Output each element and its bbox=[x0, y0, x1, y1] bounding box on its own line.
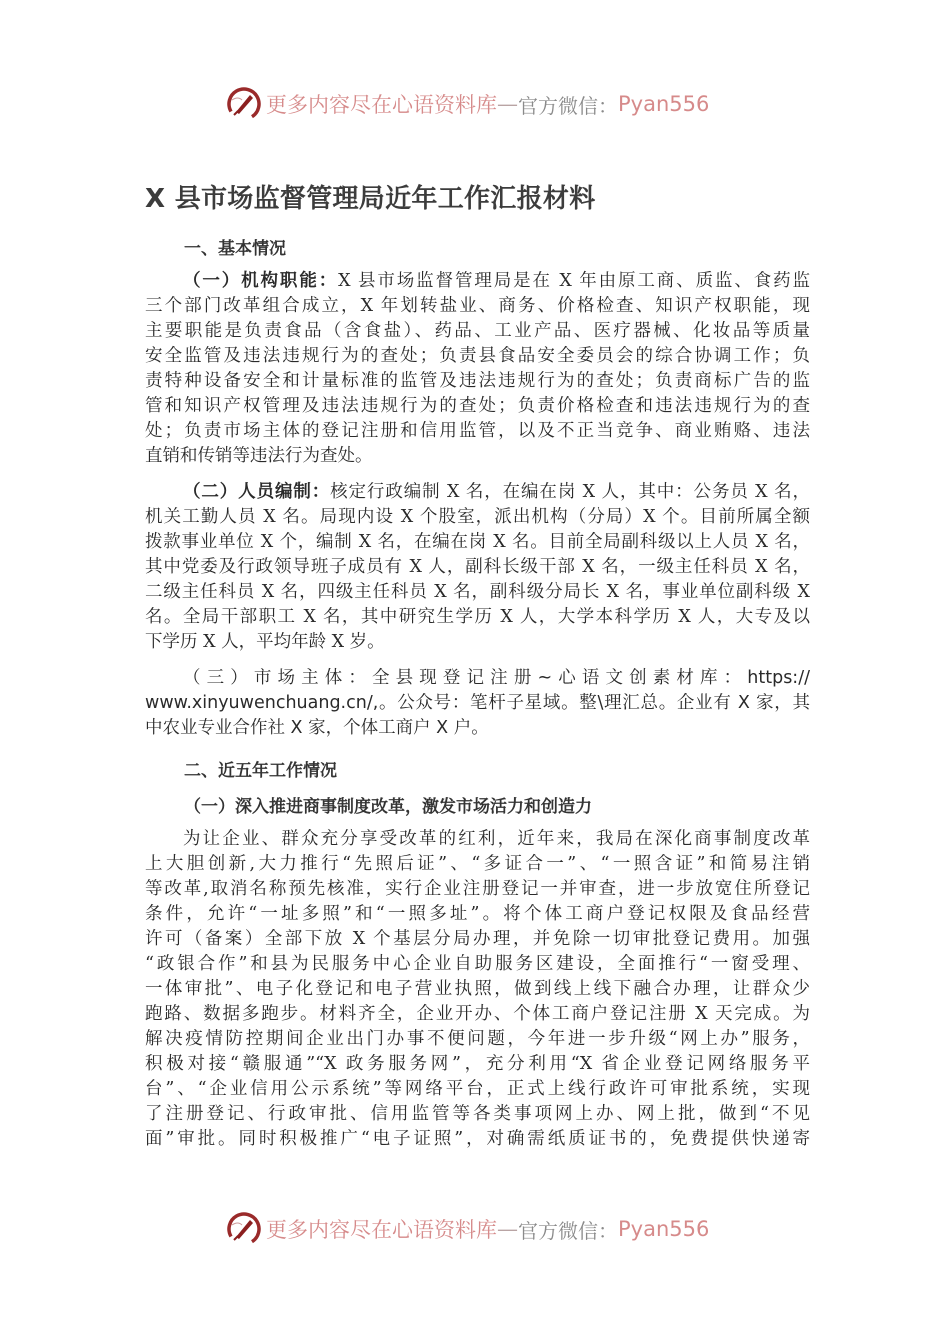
quill-pen-logo-icon bbox=[226, 1211, 262, 1247]
section-heading-basic-info: 一、基本情况 bbox=[184, 239, 286, 259]
paragraph-line: 处；负责市场主体的登记注册和信用监管，以及不正当竞争、商业贿赂、违法 bbox=[145, 421, 810, 441]
paragraph-line: 三个部门改革组合成立，X 年划转盐业、商务、价格检查、知识产权职能，现 bbox=[145, 296, 810, 316]
paragraph-line: 拨款事业单位 X 个，编制 X 名，在编在岗 X 名。目前全局副科级以上人员 X 名， bbox=[145, 532, 810, 552]
paragraph-commercial-reform bbox=[145, 827, 810, 1152]
banner-site-name: 更多内容尽在心语资料库 bbox=[266, 93, 497, 117]
paragraph-lead: （二）人员编制： bbox=[183, 482, 331, 502]
paragraph-line: 责特种设备安全和计量标准的监管及违法违规行为的查处；负责商标广告的监 bbox=[145, 371, 810, 391]
paragraph-line: 台”、“企业信用公示系统”等网络平台，正式上线行政许可审批系统，实现 bbox=[145, 1079, 810, 1099]
paragraph-line: 积极对接“赣服通”“X 政务服务网”，充分利用“X 省企业登记网络服务平 bbox=[145, 1054, 810, 1074]
paragraph-staffing bbox=[145, 480, 810, 655]
paragraph-line: 管和知识产权管理及违法违规行为的查处；负责价格检查和违法违规行为的查 bbox=[145, 396, 810, 416]
banner-wechat-id: Pyan556 bbox=[618, 1217, 710, 1241]
paragraph-market-entities bbox=[145, 666, 810, 741]
section-heading-five-year-work: 二、近五年工作情况 bbox=[184, 761, 337, 781]
paragraph-line: （三）市场主体：全县现登记注册~心语文创素材库：https:// bbox=[183, 668, 810, 688]
banner-wechat-id: Pyan556 bbox=[618, 92, 710, 116]
paragraph-line: 主要职能是负责食品（含食盐）、药品、工业产品、医疗器械、化妆品等质量 bbox=[145, 321, 810, 341]
banner-site-name: 更多内容尽在心语资料库 bbox=[266, 1218, 497, 1242]
banner-dash: — bbox=[497, 92, 518, 116]
line-text: X 县市场监督管理局是在 X 年由原工商、质监、食药监 bbox=[338, 271, 810, 291]
paragraph-line: 下学历 X 人，平均年龄 X 岁。 bbox=[145, 632, 385, 652]
paragraph-line: 机关工勤人员 X 名。局现内设 X 个股室，派出机构（分局）X 个。目前所属全额 bbox=[145, 507, 810, 527]
banner-wechat-label: 官方微信： bbox=[518, 93, 618, 118]
paragraph-line bbox=[145, 269, 810, 294]
paragraph-line bbox=[145, 480, 810, 505]
banner-wechat-label: 官方微信： bbox=[518, 1218, 618, 1243]
paragraph-line: 为让企业、群众充分享受改革的红利，近年来，我局在深化商事制度改革 bbox=[183, 829, 810, 849]
paragraph-line: 安全监管及违法违规行为的查处；负责县食品安全委员会的综合协调工作；负 bbox=[145, 346, 810, 366]
paragraph-line: 条件，允许“一址多照”和“一照多址”。将个体工商户登记权限及食品经营 bbox=[145, 904, 810, 924]
banner-dash: — bbox=[497, 1217, 518, 1241]
paragraph-line: 其中党委及行政领导班子成员有 X 人，副科长级干部 X 名，一级主任科员 X 名， bbox=[145, 557, 810, 577]
paragraph-line: 上大胆创新,大力推行“先照后证”、“多证合一”、“一照含证”和简易注销 bbox=[145, 854, 810, 874]
footer-watermark-banner bbox=[226, 1209, 709, 1249]
paragraph-line: “政银合作”和县为民服务中心企业自助服务区建设，全面推行“一窗受理、 bbox=[145, 954, 810, 974]
paragraph-line: 二级主任科员 X 名，四级主任科员 X 名，副科级分局长 X 名，事业单位副科级 X bbox=[145, 582, 810, 602]
subsection-heading-commercial-reform: （一）深入推进商事制度改革，激发市场活力和创造力 bbox=[184, 797, 592, 817]
paragraph-line: 一体审批”、电子化登记和电子营业执照，做到线上线下融合办理，让群众少 bbox=[145, 979, 810, 999]
paragraph-line: 中农业专业合作社 X 家，个体工商户 X 户。 bbox=[145, 718, 489, 738]
paragraph-line: 许可（备案）全部下放 X 个基层分局办理，并免除一切审批登记费用。加强 bbox=[145, 929, 810, 949]
paragraph-line: 名。全局干部职工 X 名，其中研究生学历 X 人，大学本科学历 X 人，大专及以 bbox=[145, 607, 810, 627]
paragraph-line: 跑路、数据多跑步。材料齐全，企业开办、个体工商户登记注册 X 天完成。为 bbox=[145, 1004, 810, 1024]
paragraph-line: www.xinyuwenchuang.cn/,。公众号：笔杆子星域。整\理汇总。企业有 X 家，其 bbox=[145, 693, 810, 713]
paragraph-line: 面”审批。同时积极推广“电子证照”，对确需纸质证书的，免费提供快递寄 bbox=[145, 1129, 810, 1149]
quill-pen-logo-icon bbox=[226, 86, 262, 122]
paragraph-institution-functions bbox=[145, 269, 810, 469]
line-text: 核定行政编制 X 名，在编在岗 X 人，其中：公务员 X 名， bbox=[330, 482, 810, 502]
paragraph-line: 直销和传销等违法行为查处。 bbox=[145, 446, 373, 466]
paragraph-line: 了注册登记、行政审批、信用监管等各类事项网上办、网上批，做到“不见 bbox=[145, 1104, 810, 1124]
document-title: X 县市场监督管理局近年工作汇报材料 bbox=[145, 184, 596, 214]
paragraph-lead: （一）机构职能： bbox=[183, 271, 339, 291]
paragraph-line: 解决疫情防控期间企业出门办事不便问题，今年进一步升级“网上办”服务， bbox=[145, 1029, 810, 1049]
paragraph-line: 等改革,取消名称预先核准，实行企业注册登记一并审查，进一步放宽住所登记 bbox=[145, 879, 810, 899]
header-watermark-banner bbox=[226, 84, 709, 124]
